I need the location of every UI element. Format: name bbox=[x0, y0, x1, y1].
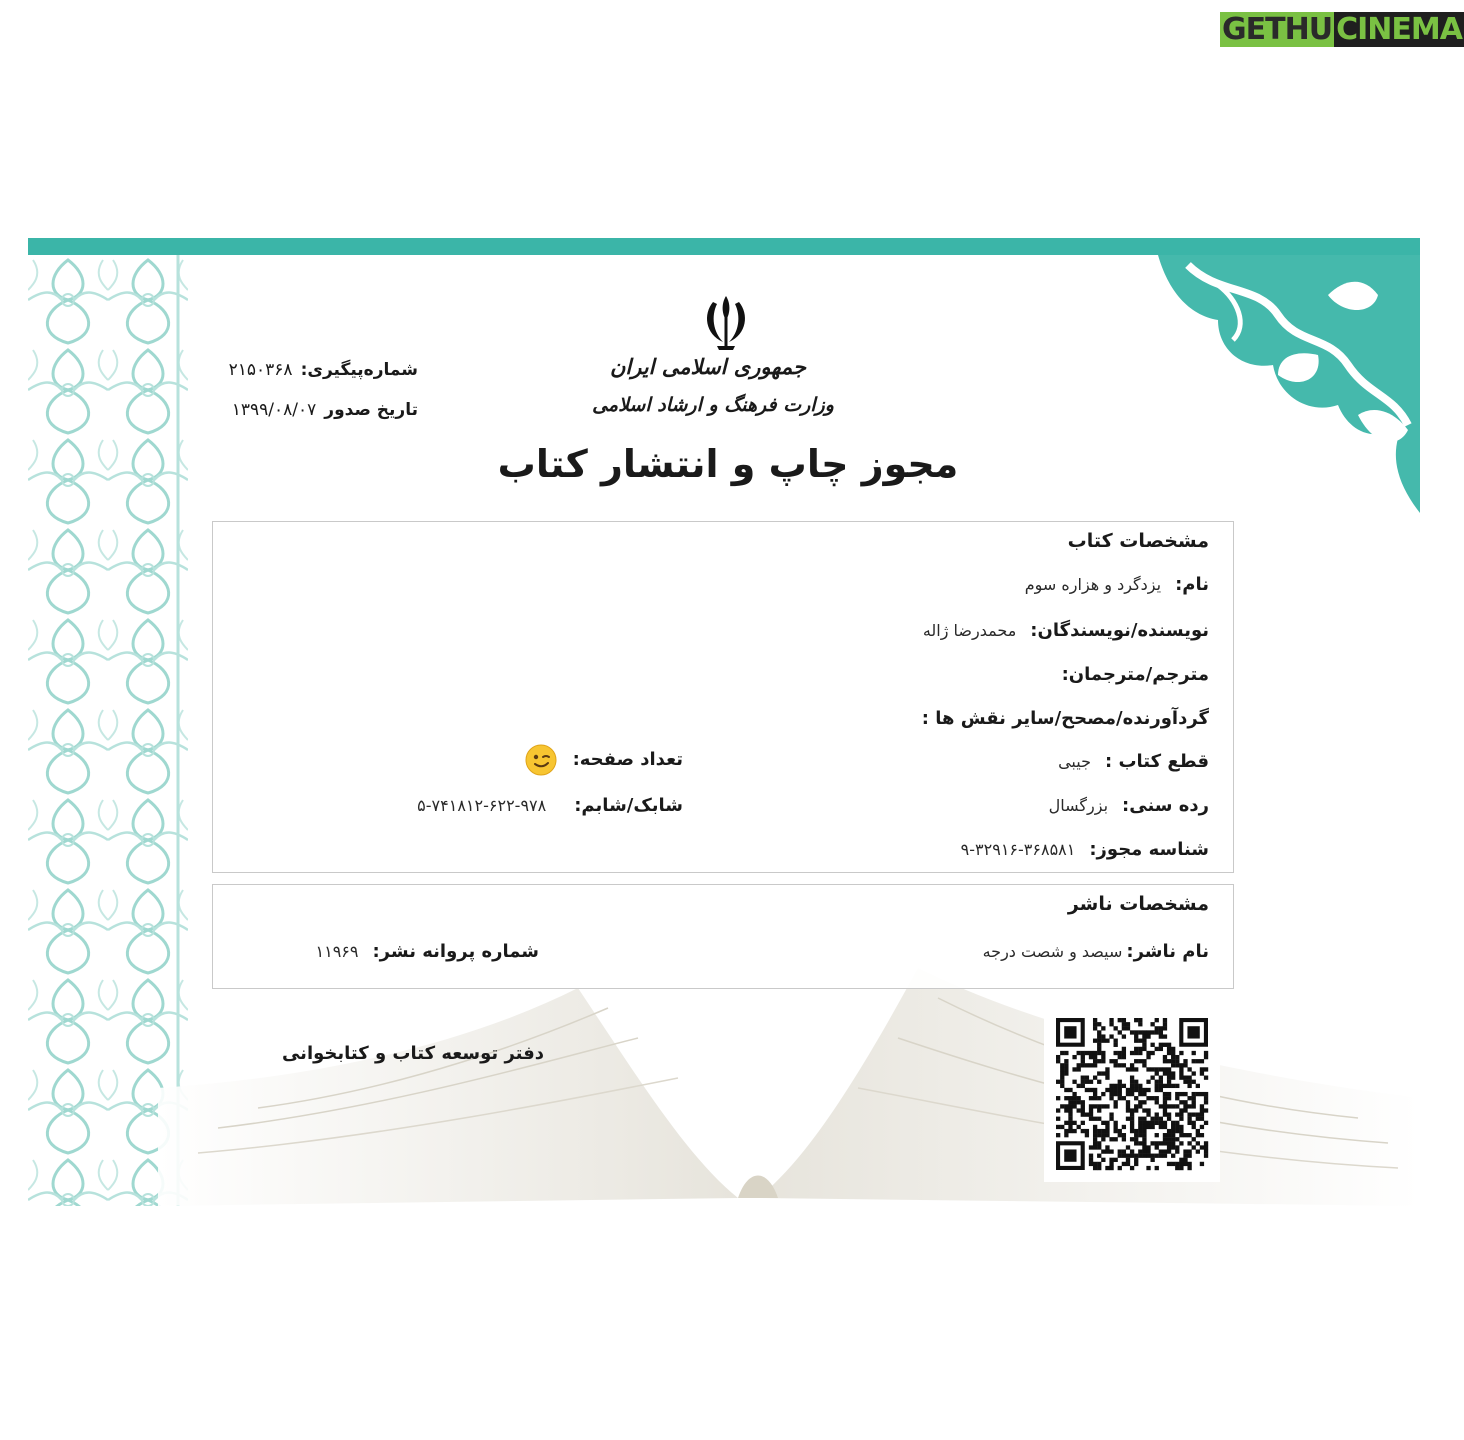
compiler-label: گردآورنده/مصحح/سایر نقش ها : bbox=[921, 708, 1209, 729]
watermark-logo bbox=[1220, 8, 1462, 52]
winking-face-icon bbox=[525, 744, 557, 776]
qr-code-graphic bbox=[1044, 1006, 1220, 1182]
republic-name: جمهوری اسلامی ایران bbox=[609, 354, 807, 379]
publisher-name-field bbox=[983, 941, 1209, 962]
license-id-label: شناسه مجوز: bbox=[1089, 839, 1209, 860]
tracking-label: شماره‌پیگیری: bbox=[300, 360, 418, 380]
ministry-name: وزارت فرهنگ و ارشاد اسلامی bbox=[592, 394, 834, 416]
publisher-specifications-panel bbox=[212, 884, 1234, 989]
age-group-field bbox=[1049, 795, 1209, 816]
issuing-office: دفتر توسعه کتاب و کتابخوانی bbox=[281, 1043, 545, 1064]
book-name-value: یزدگرد و هزاره سوم bbox=[1024, 575, 1162, 594]
author-value: محمدرضا ژاله bbox=[922, 621, 1017, 640]
isbn-label: شابک/شابم: bbox=[574, 795, 683, 816]
translator-label: مترجم/مترجمان: bbox=[1061, 664, 1209, 685]
format-field bbox=[1058, 751, 1209, 772]
page-title: مجوز چاپ و انتشار کتاب bbox=[497, 442, 959, 486]
publishing-permit-value: ۱۱۹۶۹ bbox=[315, 942, 359, 961]
book-specifications-panel bbox=[212, 521, 1234, 873]
age-group-value: بزرگسال bbox=[1048, 796, 1109, 815]
qr-code-icon[interactable] bbox=[1044, 1006, 1220, 1182]
book-section-title: مشخصات کتاب bbox=[1067, 530, 1209, 552]
iran-emblem-icon bbox=[695, 292, 757, 354]
publishing-permit-label: شماره پروانه نشر: bbox=[372, 941, 539, 962]
top-accent-bar bbox=[28, 238, 1420, 255]
format-label: قطع کتاب : bbox=[1104, 751, 1209, 772]
watermark-text bbox=[1220, 8, 1462, 52]
publisher-section-title: مشخصات ناشر bbox=[1067, 893, 1209, 915]
publishing-permit-field bbox=[316, 941, 539, 962]
tracking-value: ۲۱۵۰۳۶۸ bbox=[228, 360, 293, 380]
license-id-value: ۳۶۸۵۸۱-۳۲۹۱۶-۹ bbox=[960, 840, 1076, 859]
publisher-name-label: نام ناشر: bbox=[1126, 941, 1209, 962]
page-count-field bbox=[525, 744, 683, 776]
age-group-label: رده سنی: bbox=[1122, 795, 1209, 816]
translator-field bbox=[1062, 664, 1209, 685]
author-field bbox=[923, 620, 1209, 641]
corner-ornament bbox=[1158, 255, 1420, 513]
book-name-field bbox=[1025, 574, 1209, 595]
watermark-part1: GETHU bbox=[1222, 12, 1333, 47]
compiler-field bbox=[922, 708, 1209, 729]
issue-date bbox=[198, 400, 418, 420]
page-count-label: تعداد صفحه: bbox=[572, 749, 683, 770]
author-label: نویسنده/نویسندگان: bbox=[1030, 620, 1209, 641]
issue-date-value: ۱۳۹۹/۰۸/۰۷ bbox=[231, 400, 317, 420]
publisher-name-value: سیصد و شصت درجه bbox=[982, 942, 1123, 961]
license-certificate bbox=[28, 238, 1420, 1206]
license-id-field bbox=[961, 839, 1209, 860]
watermark-part2: CINEMA bbox=[1336, 12, 1462, 47]
tracking-number bbox=[198, 360, 418, 380]
book-name-label: نام: bbox=[1175, 574, 1209, 595]
isbn-value: ۹۷۸-۶۲۲-۷۴۱۸۱۲-۵ bbox=[417, 796, 547, 815]
issue-date-label: تاریخ صدور bbox=[324, 400, 418, 420]
format-value: جیبی bbox=[1058, 752, 1091, 771]
isbn-field bbox=[417, 795, 683, 816]
